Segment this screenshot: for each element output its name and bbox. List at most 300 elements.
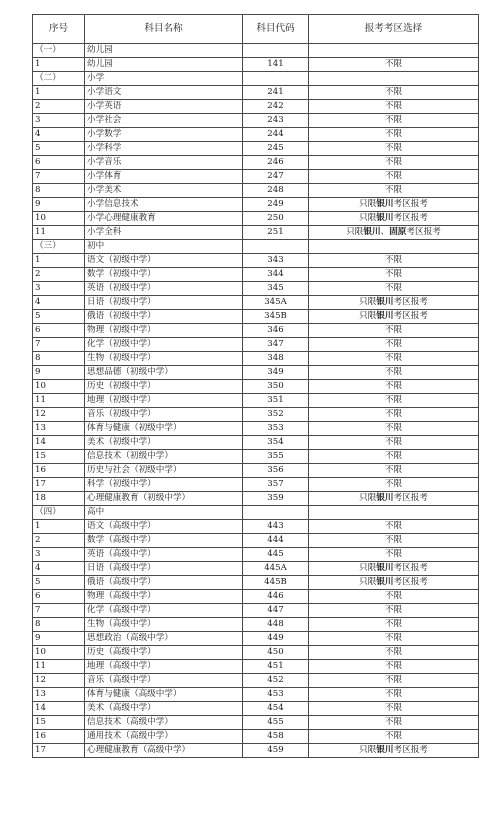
exam-area xyxy=(309,310,479,324)
subject-code: 459 xyxy=(243,744,309,758)
empty-cell xyxy=(309,44,479,58)
subject-code: 447 xyxy=(243,604,309,618)
table-body xyxy=(33,44,479,758)
exam-area xyxy=(309,86,479,100)
area-text: 不限 xyxy=(384,101,403,112)
table-row xyxy=(33,492,479,506)
table-row xyxy=(33,338,479,352)
table-row xyxy=(33,716,479,730)
area-text: 考区报考 xyxy=(393,311,428,322)
area-text: 不限 xyxy=(384,675,403,686)
exam-area xyxy=(309,296,479,310)
subject-code: 244 xyxy=(243,128,309,142)
subject-code: 346 xyxy=(243,324,309,338)
table-row xyxy=(33,562,479,576)
subject-code: 453 xyxy=(243,688,309,702)
table-row xyxy=(33,632,479,646)
area-text: 不限 xyxy=(384,703,403,714)
exam-area xyxy=(309,548,479,562)
exam-area xyxy=(309,702,479,716)
area-city-name: 银川 xyxy=(376,577,394,588)
subject-name: 英语（初级中学） xyxy=(85,282,243,296)
area-text: 不限 xyxy=(384,731,403,742)
empty-cell xyxy=(309,240,479,254)
exam-area xyxy=(309,478,479,492)
area-text: 只限 xyxy=(359,577,377,588)
serial-number: 15 xyxy=(33,716,85,730)
serial-number: 3 xyxy=(33,282,85,296)
table-row xyxy=(33,282,479,296)
section-title: 初中 xyxy=(85,240,243,254)
serial-number: 7 xyxy=(33,338,85,352)
serial-number: 1 xyxy=(33,58,85,72)
serial-number: 4 xyxy=(33,562,85,576)
area-text: 考区报考 xyxy=(393,297,428,308)
subject-code: 446 xyxy=(243,590,309,604)
subject-name: 俄语（初级中学） xyxy=(85,310,243,324)
subject-name: 美术（初级中学） xyxy=(85,436,243,450)
subject-name: 小学体育 xyxy=(85,170,243,184)
area-text: 不限 xyxy=(384,465,403,476)
exam-area xyxy=(309,408,479,422)
subject-code: 450 xyxy=(243,646,309,660)
exam-area xyxy=(309,212,479,226)
subject-name: 体育与健康（高级中学） xyxy=(85,688,243,702)
subject-code: 347 xyxy=(243,338,309,352)
subject-code: 249 xyxy=(243,198,309,212)
table-row xyxy=(33,268,479,282)
subject-name: 历史与社会（初级中学） xyxy=(85,464,243,478)
area-text: 考区报考 xyxy=(393,563,428,574)
table-row xyxy=(33,408,479,422)
subject-name: 物理（初级中学） xyxy=(85,324,243,338)
table-row xyxy=(33,212,479,226)
serial-number: 7 xyxy=(33,604,85,618)
exam-area xyxy=(309,688,479,702)
subject-name: 语文（初级中学） xyxy=(85,254,243,268)
serial-number: 1 xyxy=(33,254,85,268)
serial-number: 5 xyxy=(33,142,85,156)
area-text: 、 xyxy=(380,227,390,238)
subject-code: 251 xyxy=(243,226,309,240)
exam-area xyxy=(309,534,479,548)
table-row xyxy=(33,702,479,716)
area-text: 只限 xyxy=(359,297,377,308)
serial-number: 3 xyxy=(33,548,85,562)
empty-cell xyxy=(243,72,309,86)
subject-code: 455 xyxy=(243,716,309,730)
serial-number: 1 xyxy=(33,86,85,100)
area-text: 不限 xyxy=(384,535,403,546)
subject-code: 444 xyxy=(243,534,309,548)
serial-number: 3 xyxy=(33,114,85,128)
subject-code: 345A xyxy=(243,296,309,310)
subject-name: 小学语文 xyxy=(85,86,243,100)
table-row xyxy=(33,156,479,170)
area-text: 不限 xyxy=(384,185,403,196)
table-row xyxy=(33,170,479,184)
area-text: 不限 xyxy=(384,591,403,602)
subject-code: 350 xyxy=(243,380,309,394)
table-row xyxy=(33,198,479,212)
serial-number: 13 xyxy=(33,688,85,702)
exam-area xyxy=(309,590,479,604)
subject-code: 345B xyxy=(243,310,309,324)
area-city-name: 银川 xyxy=(376,311,394,322)
exam-area xyxy=(309,604,479,618)
subject-name: 小学全科 xyxy=(85,226,243,240)
serial-number: 4 xyxy=(33,128,85,142)
subject-name: 科学（初级中学） xyxy=(85,478,243,492)
subject-code: 443 xyxy=(243,520,309,534)
table-row xyxy=(33,422,479,436)
area-city-name: 银川 xyxy=(376,297,394,308)
empty-cell xyxy=(243,240,309,254)
subject-code: 343 xyxy=(243,254,309,268)
subject-code: 458 xyxy=(243,730,309,744)
serial-number: 10 xyxy=(33,380,85,394)
subject-code: 445B xyxy=(243,576,309,590)
exam-area xyxy=(309,380,479,394)
exam-area xyxy=(309,394,479,408)
subject-name: 历史（高级中学） xyxy=(85,646,243,660)
subject-name: 俄语（高级中学） xyxy=(85,576,243,590)
subject-name: 信息技术（初级中学） xyxy=(85,450,243,464)
area-text: 不限 xyxy=(384,633,403,644)
table-row xyxy=(33,86,479,100)
exam-area xyxy=(309,282,479,296)
subject-code: 454 xyxy=(243,702,309,716)
area-text: 不限 xyxy=(384,157,403,168)
subject-name: 小学科学 xyxy=(85,142,243,156)
exam-area xyxy=(309,142,479,156)
subject-name: 小学信息技术 xyxy=(85,198,243,212)
area-city-name: 银川 xyxy=(376,199,394,210)
subject-code: 344 xyxy=(243,268,309,282)
subject-name: 日语（初级中学） xyxy=(85,296,243,310)
area-text: 考区报考 xyxy=(393,213,428,224)
table-row xyxy=(33,618,479,632)
subject-code: 245 xyxy=(243,142,309,156)
area-text: 不限 xyxy=(384,479,403,490)
subject-name: 英语（高级中学） xyxy=(85,548,243,562)
exam-area xyxy=(309,618,479,632)
subject-name: 小学心理健康教育 xyxy=(85,212,243,226)
subject-code: 451 xyxy=(243,660,309,674)
area-text: 不限 xyxy=(384,521,403,532)
serial-number: 9 xyxy=(33,632,85,646)
serial-number: 10 xyxy=(33,212,85,226)
area-text: 不限 xyxy=(384,129,403,140)
subject-name: 心理健康教育（高级中学） xyxy=(85,744,243,758)
subject-name: 地理（高级中学） xyxy=(85,660,243,674)
serial-number: 8 xyxy=(33,618,85,632)
area-text: 不限 xyxy=(384,353,403,364)
exam-area xyxy=(309,100,479,114)
exam-area xyxy=(309,114,479,128)
section-title: 小学 xyxy=(85,72,243,86)
serial-number: 11 xyxy=(33,660,85,674)
subject-name: 音乐（高级中学） xyxy=(85,674,243,688)
subject-name: 思想品德（初级中学） xyxy=(85,366,243,380)
exam-area xyxy=(309,744,479,758)
area-text: 只限 xyxy=(346,227,364,238)
exam-area xyxy=(309,716,479,730)
serial-number: 4 xyxy=(33,296,85,310)
area-text: 不限 xyxy=(384,269,403,280)
serial-number: 7 xyxy=(33,170,85,184)
serial-number: 11 xyxy=(33,226,85,240)
subject-name: 化学（初级中学） xyxy=(85,338,243,352)
subject-name: 生物（高级中学） xyxy=(85,618,243,632)
area-text: 不限 xyxy=(384,367,403,378)
table-row xyxy=(33,520,479,534)
subject-name: 小学数学 xyxy=(85,128,243,142)
subject-name: 历史（初级中学） xyxy=(85,380,243,394)
serial-number: 5 xyxy=(33,576,85,590)
area-text: 不限 xyxy=(384,59,403,70)
subject-name: 体育与健康（初级中学） xyxy=(85,422,243,436)
area-text: 不限 xyxy=(384,647,403,658)
exam-area xyxy=(309,254,479,268)
table-row xyxy=(33,478,479,492)
subject-name: 日语（高级中学） xyxy=(85,562,243,576)
table-row xyxy=(33,296,479,310)
serial-number: 2 xyxy=(33,268,85,282)
section-title: 幼儿园 xyxy=(85,44,243,58)
subject-code: 448 xyxy=(243,618,309,632)
table-row xyxy=(33,464,479,478)
subject-code: 357 xyxy=(243,478,309,492)
subject-name: 化学（高级中学） xyxy=(85,604,243,618)
header-exam-area: 报考考区选择 xyxy=(309,15,479,44)
area-city-name: 银川 xyxy=(376,493,394,504)
area-text: 不限 xyxy=(384,325,403,336)
area-text: 不限 xyxy=(384,283,403,294)
subject-name: 数学（高级中学） xyxy=(85,534,243,548)
subject-name: 思想政治（高级中学） xyxy=(85,632,243,646)
exam-area xyxy=(309,450,479,464)
area-text: 不限 xyxy=(384,255,403,266)
serial-number: 1 xyxy=(33,520,85,534)
subject-code: 445A xyxy=(243,562,309,576)
subject-code: 241 xyxy=(243,86,309,100)
serial-number: 8 xyxy=(33,352,85,366)
section-number: （二） xyxy=(33,72,85,86)
table-row xyxy=(33,128,479,142)
exam-area xyxy=(309,464,479,478)
serial-number: 2 xyxy=(33,534,85,548)
exam-area xyxy=(309,646,479,660)
serial-number: 9 xyxy=(33,366,85,380)
section-number: （一） xyxy=(33,44,85,58)
serial-number: 11 xyxy=(33,394,85,408)
area-city-name: 固原 xyxy=(389,227,407,238)
area-text: 不限 xyxy=(384,689,403,700)
area-text: 不限 xyxy=(384,381,403,392)
table-row xyxy=(33,436,479,450)
subject-code: 247 xyxy=(243,170,309,184)
area-text: 不限 xyxy=(384,549,403,560)
subject-name: 信息技术（高级中学） xyxy=(85,716,243,730)
exam-area xyxy=(309,576,479,590)
header-subject-name: 科目名称 xyxy=(85,15,243,44)
serial-number: 5 xyxy=(33,310,85,324)
area-text: 不限 xyxy=(384,605,403,616)
area-text: 只限 xyxy=(359,493,377,504)
area-text: 不限 xyxy=(384,423,403,434)
area-text: 不限 xyxy=(384,451,403,462)
table-header-row xyxy=(33,15,479,44)
subject-table xyxy=(32,14,479,758)
table-row xyxy=(33,254,479,268)
subject-code: 349 xyxy=(243,366,309,380)
subject-name: 美术（高级中学） xyxy=(85,702,243,716)
area-text: 考区报考 xyxy=(393,577,428,588)
subject-code: 345 xyxy=(243,282,309,296)
area-text: 不限 xyxy=(384,395,403,406)
area-text: 不限 xyxy=(384,409,403,420)
section-row xyxy=(33,44,479,58)
area-text: 不限 xyxy=(384,619,403,630)
subject-code: 355 xyxy=(243,450,309,464)
exam-area xyxy=(309,562,479,576)
exam-area xyxy=(309,520,479,534)
exam-area xyxy=(309,58,479,72)
subject-code: 356 xyxy=(243,464,309,478)
area-city-name: 银川 xyxy=(376,563,394,574)
subject-name: 小学社会 xyxy=(85,114,243,128)
header-subject-code: 科目代码 xyxy=(243,15,309,44)
area-text: 只限 xyxy=(359,563,377,574)
section-row xyxy=(33,72,479,86)
subject-name: 心理健康教育（初级中学） xyxy=(85,492,243,506)
area-text: 只限 xyxy=(359,199,377,210)
area-city-name: 银川 xyxy=(376,213,394,224)
exam-area xyxy=(309,338,479,352)
serial-number: 17 xyxy=(33,744,85,758)
exam-area xyxy=(309,632,479,646)
empty-cell xyxy=(309,506,479,520)
serial-number: 14 xyxy=(33,436,85,450)
exam-area xyxy=(309,366,479,380)
subject-code: 246 xyxy=(243,156,309,170)
subject-code: 359 xyxy=(243,492,309,506)
serial-number: 12 xyxy=(33,674,85,688)
table-row xyxy=(33,604,479,618)
exam-area xyxy=(309,184,479,198)
exam-area xyxy=(309,352,479,366)
area-text: 不限 xyxy=(384,171,403,182)
section-title: 高中 xyxy=(85,506,243,520)
serial-number: 2 xyxy=(33,100,85,114)
empty-cell xyxy=(243,506,309,520)
exam-area xyxy=(309,226,479,240)
exam-area xyxy=(309,170,479,184)
table-row xyxy=(33,534,479,548)
table-row xyxy=(33,324,479,338)
exam-area xyxy=(309,674,479,688)
area-text: 考区报考 xyxy=(393,745,428,756)
section-row xyxy=(33,506,479,520)
exam-area xyxy=(309,198,479,212)
serial-number: 16 xyxy=(33,464,85,478)
area-text: 不限 xyxy=(384,143,403,154)
serial-number: 15 xyxy=(33,450,85,464)
subject-code: 348 xyxy=(243,352,309,366)
subject-code: 351 xyxy=(243,394,309,408)
subject-name: 语文（高级中学） xyxy=(85,520,243,534)
subject-code: 353 xyxy=(243,422,309,436)
serial-number: 12 xyxy=(33,408,85,422)
subject-code: 445 xyxy=(243,548,309,562)
area-text: 不限 xyxy=(384,661,403,672)
subject-name: 生物（初级中学） xyxy=(85,352,243,366)
section-number: （四） xyxy=(33,506,85,520)
subject-code: 248 xyxy=(243,184,309,198)
subject-code: 354 xyxy=(243,436,309,450)
subject-name: 小学英语 xyxy=(85,100,243,114)
area-text: 不限 xyxy=(384,339,403,350)
table-row xyxy=(33,674,479,688)
exam-area xyxy=(309,730,479,744)
serial-number: 6 xyxy=(33,590,85,604)
serial-number: 14 xyxy=(33,702,85,716)
area-text: 考区报考 xyxy=(406,227,441,238)
exam-area xyxy=(309,128,479,142)
subject-code: 452 xyxy=(243,674,309,688)
serial-number: 9 xyxy=(33,198,85,212)
subject-code: 449 xyxy=(243,632,309,646)
table-row xyxy=(33,394,479,408)
subject-code: 141 xyxy=(243,58,309,72)
table-row xyxy=(33,142,479,156)
subject-code: 243 xyxy=(243,114,309,128)
table-row xyxy=(33,58,479,72)
subject-name: 音乐（初级中学） xyxy=(85,408,243,422)
subject-name: 地理（初级中学） xyxy=(85,394,243,408)
serial-number: 10 xyxy=(33,646,85,660)
subject-name: 小学美术 xyxy=(85,184,243,198)
serial-number: 17 xyxy=(33,478,85,492)
empty-cell xyxy=(309,72,479,86)
table-row xyxy=(33,100,479,114)
table-row xyxy=(33,380,479,394)
area-text: 考区报考 xyxy=(393,199,428,210)
serial-number: 8 xyxy=(33,184,85,198)
section-number: （三） xyxy=(33,240,85,254)
exam-area xyxy=(309,156,479,170)
table-row xyxy=(33,590,479,604)
empty-cell xyxy=(243,44,309,58)
exam-area xyxy=(309,660,479,674)
table-row xyxy=(33,548,479,562)
table-row xyxy=(33,450,479,464)
table-row xyxy=(33,352,479,366)
table-row xyxy=(33,114,479,128)
table-row xyxy=(33,688,479,702)
exam-area xyxy=(309,268,479,282)
area-text: 考区报考 xyxy=(393,493,428,504)
area-text: 只限 xyxy=(359,213,377,224)
area-text: 只限 xyxy=(359,745,377,756)
table-row xyxy=(33,226,479,240)
subject-name: 小学音乐 xyxy=(85,156,243,170)
subject-code: 242 xyxy=(243,100,309,114)
table-row xyxy=(33,576,479,590)
table-row xyxy=(33,744,479,758)
subject-name: 通用技术（高级中学） xyxy=(85,730,243,744)
